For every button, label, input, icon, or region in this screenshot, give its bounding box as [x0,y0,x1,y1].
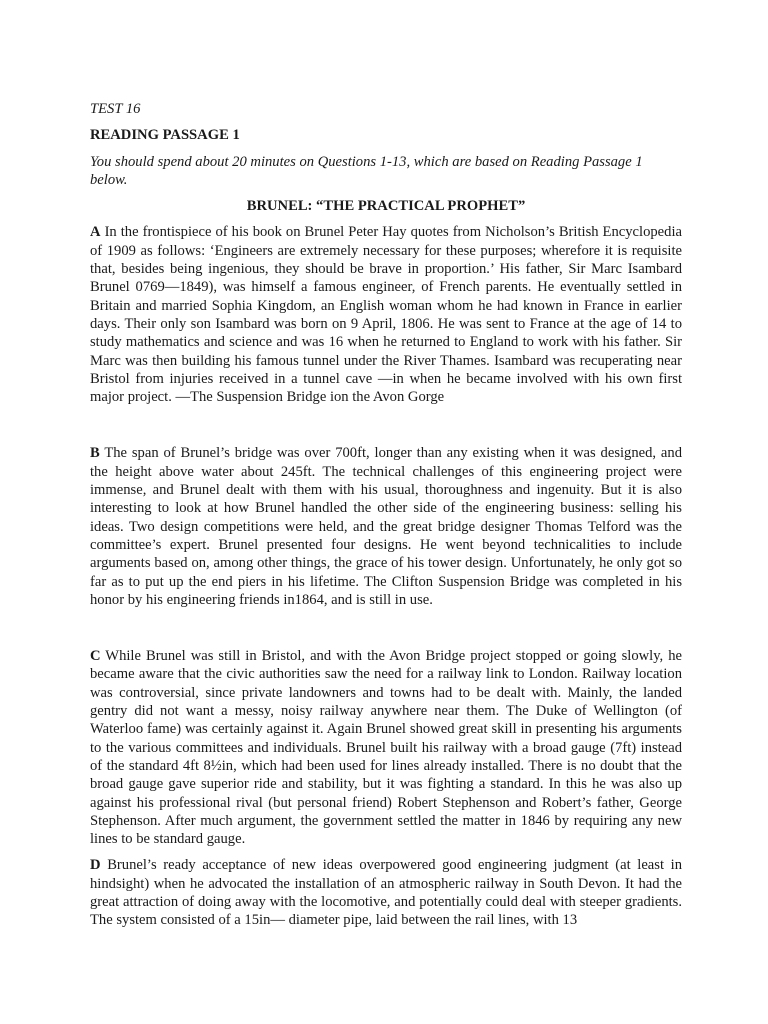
paragraph-text: Brunel’s ready acceptance of new ideas overpowered good engineering judgment (at least in hindsight) when he advocated the installation of an atmospheric railway in South Devon. It had the great attraction of doing away with the locomotive, and potentially could deal with steeper gradients. The system consisted of a 15in— diameter pipe, laid between the rail lines, with 13 [90,857,682,929]
paragraph-a [90,223,682,406]
paragraph-c [90,647,682,848]
passage-heading: READING PASSAGE 1 [90,127,240,144]
passage-title: BRUNEL: “THE PRACTICAL PROPHET” [246,198,526,215]
instructions: You should spend about 20 minutes on Questions 1-13, which are based on Reading Passage 1 below. [90,153,643,188]
paragraph-letter: D [90,857,101,874]
test-label: TEST 16 [90,101,141,117]
paragraph-text: In the frontispiece of his book on Brunel Peter Hay quotes from Nicholson’s British Encyclopedia of 1909 as follows: ‘Engineers are extremely necessary for these purposes; wherefore it is requisite that, besides being ingenious, they should be brave in proportion.’ His father, Sir Marc Isambard Brunel 0769—1849), was himself a famous engineer, of French parents. He eventually settled in Britain and married Sophia Kingdom, an English woman whom he had known in France in earlier days. Their only son Isambard was born on 9 April, 1806. He was sent to France at the age of 14 to study mathematics and science and was 16 when he returned to England to work with his father. Sir Marc was then building his famous tunnel under the River Thames. Isambard was recuperating near Bristol from injuries received in a tunnel cave —in when he became involved with his own first major project. —The Suspension Bridge ion the Avon Gorge [90,224,682,406]
paragraph-letter: A [90,224,101,241]
paragraph-d [90,856,682,929]
paragraph-b [90,444,682,609]
paragraph-letter: C [90,648,101,665]
paragraph-letter: B [90,445,100,462]
paragraph-text: The span of Brunel’s bridge was over 700ft, longer than any existing when it was designed, and the height above water about 245ft. The technical challenges of this engineering project were immense, and Brunel dealt with them with his usual, thoroughness and ingenuity. But it is also interesting to look at how Brunel handled the other side of the engineering business: selling his ideas. Two design competitions were held, and the great bridge designer Thomas Telford was the committee’s expert. Brunel presented four designs. He went beyond technicalities to include arguments based on, among other things, the grace of his tower design. Unfortunately, he only got so far as to put up the end piers in his lifetime. The Clifton Suspension Bridge was completed in his honor by his engineering friends in1864, and is still in use. [90,445,682,608]
paragraph-text: While Brunel was still in Bristol, and with the Avon Bridge project stopped or going slowly, he became aware that the civic authorities saw the need for a railway link to London. Railway location was controversial, since private landowners and towns had to be dealt with. Mainly, the landed gentry did not want a messy, noisy railway anywhere near them. The Duke of Wellington (of Waterloo fame) was certainly against it. Again Brunel showed great skill in presenting his arguments to the various committees and individuals. Brunel built his railway with a broad gauge (7ft) instead of the standard 4ft 8½in, which had been used for lines already installed. There is no doubt that the broad gauge gave superior ride and stability, but it was fighting a standard. In this he was also up against his professional rival (but personal friend) Robert Stephenson and Robert’s father, George Stephenson. After much argument, the government settled the matter in 1846 by requiring any new lines to be standard gauge. [90,648,682,848]
